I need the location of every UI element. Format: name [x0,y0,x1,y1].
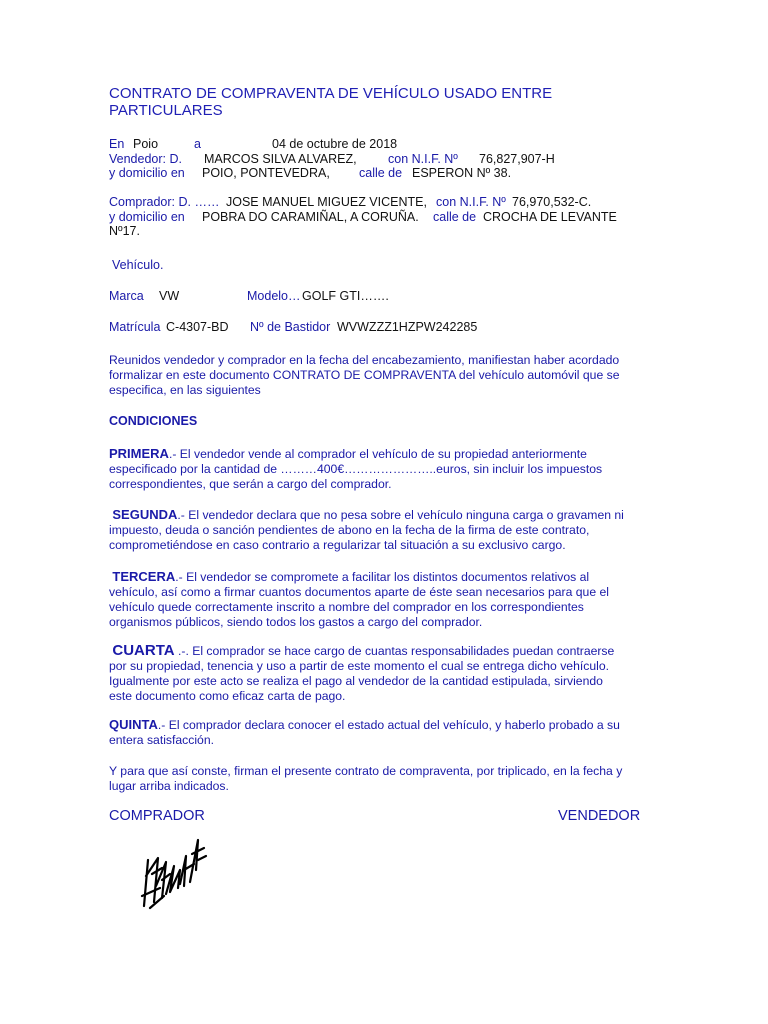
contract-date: 04 de octubre de 2018 [272,137,398,151]
closing-line: lugar arriba indicados. [109,779,229,793]
plate-label: Matrícula [109,320,161,334]
closing-paragraph [109,764,654,794]
clause-label: CUARTA [112,642,175,659]
clause-label: PRIMERA [109,446,169,461]
conditions-heading: CONDICIONES [109,414,198,428]
frame-value: WVWZZZ1HZPW242285 [337,320,478,334]
model-label: Modelo… [247,289,301,303]
buyer-name: JOSE MANUEL MIGUEZ VICENTE, [226,195,427,209]
clause-text: .-. El comprador se hace cargo de cuantas responsabilidades puedan contraerse [174,644,615,658]
intro-paragraph [109,353,654,398]
clause-text: organismos públicos, siendo todos los gastos a cargo del comprador. [109,615,483,629]
clause-segunda [109,507,654,553]
seller-signature-label: VENDEDOR [558,808,641,824]
clause-cuarta [109,643,654,704]
handwritten-signature [140,836,210,916]
frame-label: Nº de Bastidor [250,320,331,334]
clause-text: vehículo, así como a firmar cuantos documentos aparte de éste sean necesarios para que el [109,585,609,599]
buyer-signature-label: COMPRADOR [109,808,205,824]
seller-name: MARCOS SILVA ALVAREZ, [204,152,357,166]
intro-line: especifica, en las siguientes [109,383,261,397]
clause-text: por su propiedad, tenencia y uso a partir de este momento el cual se entrega dicho vehículo. [109,659,609,673]
buyer-nif-label: con N.I.F. Nº [436,195,506,209]
buyer-address-label: y domicilio en [109,210,185,224]
clause-text: .- El vendedor vende al comprador el vehículo de su propiedad anteriormente [168,447,587,461]
seller-address: POIO, PONTEVEDRA, [202,166,330,180]
buyer-nif: 76,970,532-C. [512,195,592,209]
buyer-address: POBRA DO CARAMIÑAL, A CORUÑA. [202,210,419,224]
clause-text: comprometiéndose en caso contrario a regularizar tal situación a su exclusivo cargo. [109,538,566,552]
clause-quinta [109,717,654,748]
seller-nif-label: con N.I.F. Nº [388,152,458,166]
buyer-street: CROCHA DE LEVANTE [483,210,617,224]
intro-line: Reunidos vendedor y comprador en la fecha del encabezamiento, manifiestan haber acordado [109,353,620,367]
clause-text: Igualmente por este acto se realiza el pago al vendedor de la cantidad estipulada, sirviendo [109,674,603,688]
seller-nif: 76,827,907-H [479,152,555,166]
brand-label: Marca [109,289,144,303]
model-value: GOLF GTI……. [302,289,389,303]
intro-line: formalizar en este documento CONTRATO DE COMPRAVENTA del vehículo automóvil que se [109,368,620,382]
plate-value: C-4307-BD [166,320,229,334]
seller-street: ESPERON Nº 38. [412,166,512,180]
clause-text: vehículo quede correctamente inscrito a nombre del comprador en los correspondientes [109,600,584,614]
clause-label: TERCERA [112,569,176,584]
seller-street-label: calle de [359,166,403,180]
buyer-street-number: Nº17. [109,224,140,238]
place-value: Poio [133,137,159,151]
seller-label: Vendedor: D. [109,152,182,166]
closing-line: Y para que así conste, firman el presente contrato de compraventa, por triplicado, en la fecha y [109,764,623,778]
clause-text: especificado por la cantidad de ………400€…………………..euros, sin incluir los impuestos [109,462,603,476]
clause-label: SEGUNDA [112,507,178,522]
document-title: CONTRATO DE COMPRAVENTA DE VEHÍCULO USADO ENTRE PARTICULARES [109,85,553,119]
date-prefix: a [194,137,201,151]
clause-label: QUINTA [109,717,158,732]
clause-text: entera satisfacción. [109,733,215,747]
place-label: En [109,137,125,151]
clause-text: .- El vendedor se compromete a facilitar los distintos documentos relativos al [175,570,590,584]
vehicle-heading: Vehículo. [112,258,164,272]
clause-text: correspondientes, que serán a cargo del comprador. [109,477,392,491]
clause-text: .- El vendedor declara que no pesa sobre el vehículo ninguna carga o gravamen ni [177,508,624,522]
clause-text: .- El comprador declara conocer el estado actual del vehículo, y haberlo probado a su [157,718,620,732]
clause-primera [109,446,654,492]
seller-address-label: y domicilio en [109,166,185,180]
buyer-street-label: calle de [433,210,477,224]
buyer-label: Comprador: D. …… [109,195,220,209]
brand-value: VW [159,289,180,303]
clause-tercera [109,569,654,630]
clause-text: impuesto, deuda o sanción pendientes de abono en la fecha de la firma de este contrato, [109,523,590,537]
clause-text: este documento como eficaz carta de pago. [109,689,346,703]
